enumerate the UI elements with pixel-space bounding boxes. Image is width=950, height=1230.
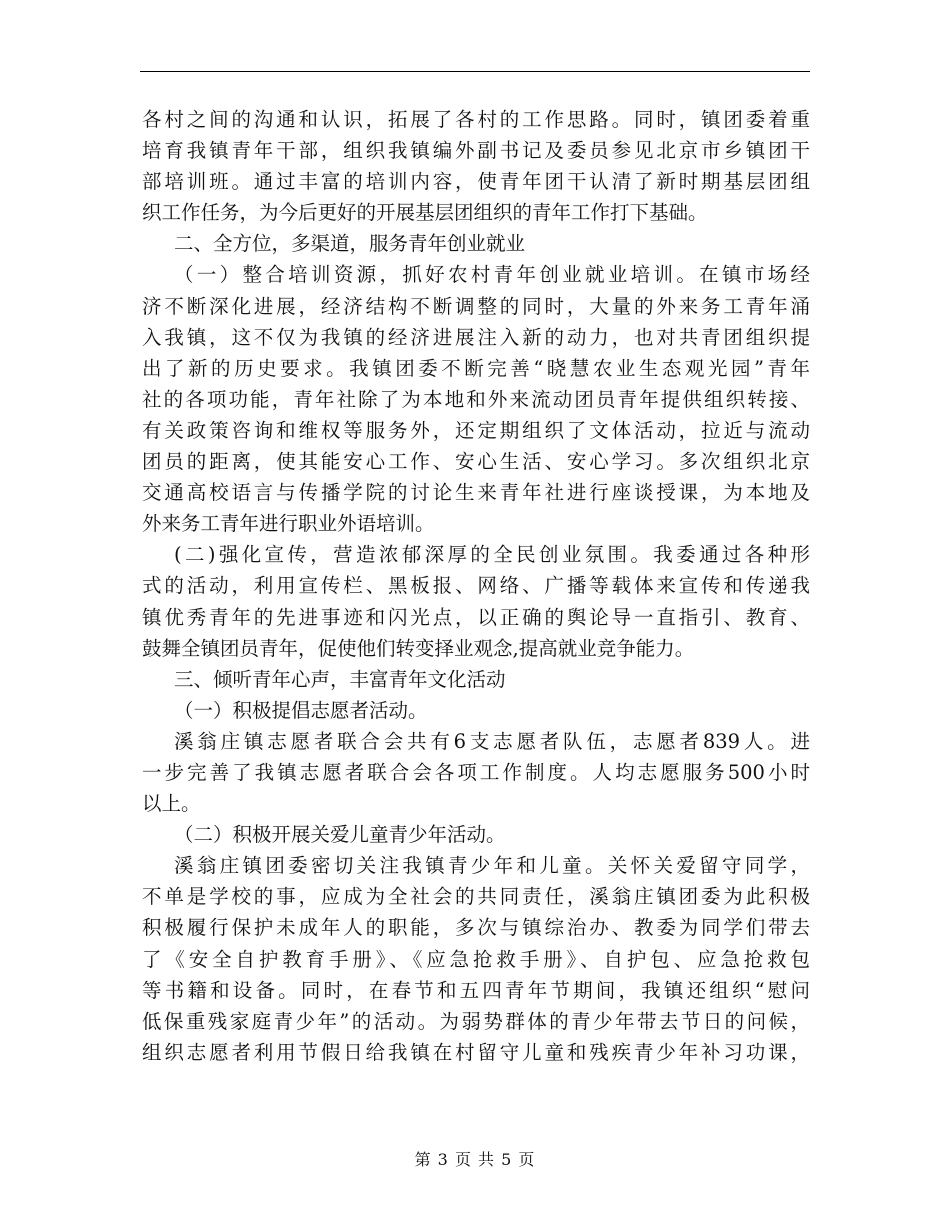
header-rule [140,71,810,72]
text-line: 织工作任务，为今后更好的开展基层团组织的青年工作打下基础。 [142,201,708,225]
text-line: 不单是学校的事，应成为全社会的共同责任，溪翁庄镇团委为此积极 [142,885,810,909]
text-line: 交通高校语言与传播学院的讨论生来青年社进行座谈授课，为本地及 [142,481,810,505]
text-line: 低保重残家庭青少年”的活动。为弱势群体的青少年带去节日的问候， [142,1009,810,1033]
subsection-heading: （一）积极提倡志愿者活动。 [174,698,428,722]
text-line: 了《安全自护教育手册》、《应急抢救手册》、自护包、应急抢救包 [142,947,810,971]
text-line: 团员的距离，使其能安心工作、安心生活、安心学习。多次组织北京 [142,450,810,474]
text-line: 外来务工青年进行职业外语培训。 [142,512,435,536]
text-line: 以上。 [142,792,201,816]
text-line: 入我镇，这不仅为我镇的经济进展注入新的动力，也对共青团组织提 [142,325,810,349]
text-line: 各村之间的沟通和认识，拓展了各村的工作思路。同时，镇团委着重 [142,108,810,131]
text-line: 溪翁庄镇团委密切关注我镇青少年和儿童。关怀关爱留守同学， [174,854,810,878]
section-heading: 二、全方位，多渠道，服务青年创业就业 [174,232,526,256]
section-heading: 三、倾听青年心声，丰富青年文化活动 [174,667,506,691]
text-line: 鼓舞全镇团员青年，促使他们转变择业观念,提高就业竞争能力。 [142,636,695,660]
text-line: 组织志愿者利用节假日给我镇在村留守儿童和残疾青少年补习功课， [142,1040,810,1064]
text-line: 培育我镇青年干部，组织我镇编外副书记及委员参见北京市乡镇团干 [142,139,810,163]
text-line: 溪翁庄镇志愿者联合会共有6支志愿者队伍，志愿者839人。进 [174,729,810,753]
text-line: 出了新的历史要求。我镇团委不断完善“晓慧农业生态观光园”青年 [142,356,810,380]
text-line: 济不断深化进展，经济结构不断调整的同时，大量的外来务工青年涌 [142,294,810,318]
text-line: 有关政策咨询和维权等服务外，还定期组织了文体活动，拉近与流动 [142,418,810,442]
body-text [142,104,810,1068]
subsection-heading: （二）积极开展关爱儿童青少年活动。 [174,823,506,847]
text-line: （一）整合培训资源，抓好农村青年创业就业培训。在镇市场经 [174,263,810,287]
page-number-footer: 第 3 页 共 5 页 [414,1150,536,1169]
text-line: 式的活动，利用宣传栏、黑板报、网络、广播等载体来宣传和传递我 [142,574,810,598]
text-line: (二)强化宣传，营造浓郁深厚的全民创业氛围。我委通过各种形 [174,543,810,567]
text-line: 等书籍和设备。同时，在春节和五四青年节期间，我镇还组织“慰问 [142,978,810,1002]
text-line: 部培训班。通过丰富的培训内容，使青年团干认清了新时期基层团组 [142,170,810,194]
text-line: 社的各项功能，青年社除了为本地和外来流动团员青年提供组织转接、 [142,387,810,411]
text-line: 镇优秀青年的先进事迹和闪光点，以正确的舆论导一直指引、教育、 [142,605,810,629]
text-line: 积极履行保护未成年人的职能，多次与镇综治办、教委为同学们带去 [142,916,810,940]
text-line: 一步完善了我镇志愿者联合会各项工作制度。人均志愿服务500小时 [142,760,810,784]
